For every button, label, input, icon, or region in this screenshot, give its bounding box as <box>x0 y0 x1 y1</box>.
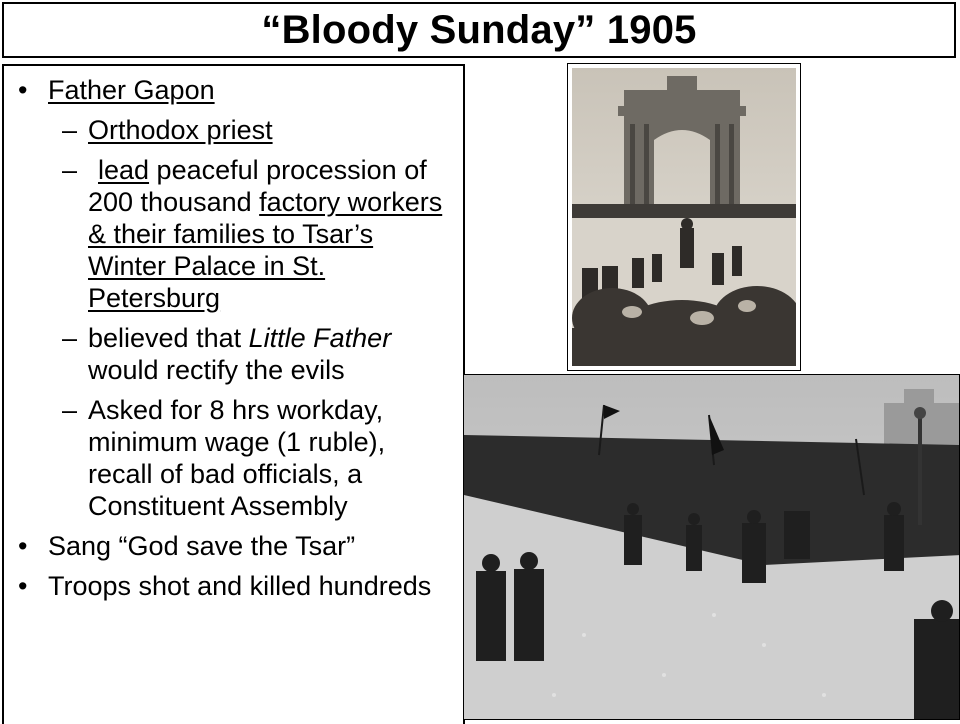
bullet-text: Father Gapon <box>48 75 215 105</box>
dash-marker: – <box>62 395 78 425</box>
dash-marker: – <box>62 323 78 353</box>
bullet-sang <box>4 530 463 562</box>
dash-marker: – <box>62 115 78 145</box>
bullet-troops <box>4 570 463 602</box>
sub-bullet-text: Orthodox priest <box>88 115 273 145</box>
arch-photo-image <box>572 68 796 366</box>
sub-bullet-procession <box>4 154 463 314</box>
sub-bullet-orthodox-priest <box>4 114 463 146</box>
sub-bullet-text: Asked for 8 hrs workday, minimum wage (1 ruble), recall of bad officials, a Constituent Assembly <box>88 395 386 521</box>
sub-bullet-text: believed that <box>88 323 249 353</box>
bullet-marker: • <box>18 75 28 105</box>
title-box <box>2 2 956 58</box>
sub-bullet-text: peaceful procession of 200 thousand <box>88 155 427 217</box>
bullet-list <box>4 74 463 602</box>
street-photo-image <box>464 375 960 720</box>
content-box <box>2 64 465 724</box>
sub-bullet-text-italic: Little Father <box>248 323 392 353</box>
bullet-father-gapon <box>4 74 463 106</box>
sub-bullet-text: would rectify the evils <box>88 355 345 385</box>
dash-marker: – <box>62 155 78 185</box>
street-march-photo <box>463 374 960 720</box>
sub-bullet-text-underlined: factory workers & their families to Tsar’s Winter Palace in St. Petersburg <box>88 187 443 313</box>
sub-bullet-little-father <box>4 322 463 386</box>
sub-bullet-demands <box>4 394 463 522</box>
bullet-text: Sang “God save the Tsar” <box>48 531 356 561</box>
sub-bullet-text-lead: lead <box>98 155 150 185</box>
slide-title: “Bloody Sunday” 1905 <box>261 7 697 52</box>
bullet-text: Troops shot and killed hundreds <box>48 571 432 601</box>
bullet-marker: • <box>18 531 28 561</box>
arch-procession-photo <box>567 63 801 371</box>
bullet-marker: • <box>18 571 28 601</box>
